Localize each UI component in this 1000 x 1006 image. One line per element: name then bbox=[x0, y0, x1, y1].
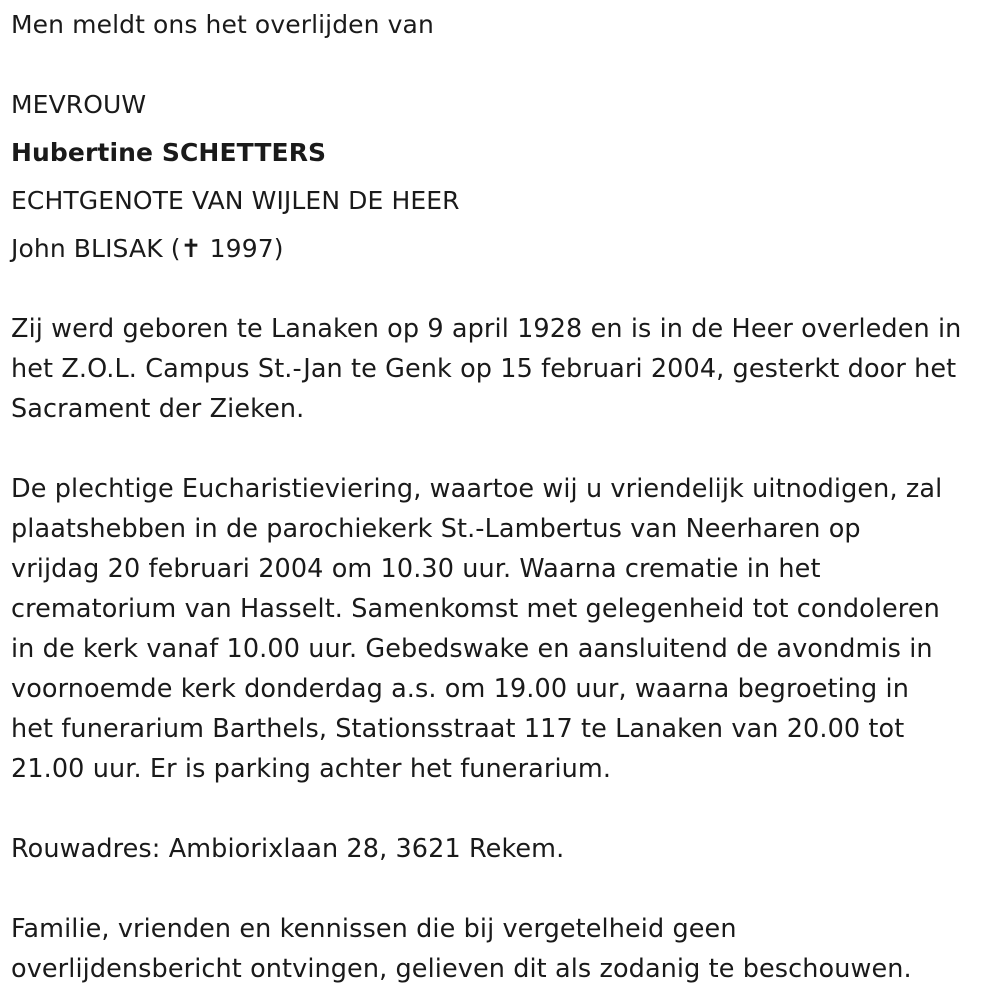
ceremony-line: crematorium van Hasselt. Samenkomst met gelegenheid tot condoleren bbox=[11, 594, 940, 624]
ceremony-line: het funerarium Barthels, Stationsstraat 117 te Lanaken van 20.00 tot bbox=[11, 714, 905, 744]
closing-line: overlijdensbericht ontvingen, gelieven dit als zodanig te beschouwen. bbox=[11, 954, 912, 984]
ceremony-line: voornoemde kerk donderdag a.s. om 19.00 uur, waarna begroeting in bbox=[11, 674, 909, 704]
ceremony-line: in de kerk vanaf 10.00 uur. Gebedswake en aansluitend de avondmis in bbox=[11, 634, 933, 664]
birth-death-line: Sacrament der Zieken. bbox=[11, 394, 305, 424]
deceased-name: Hubertine SCHETTERS bbox=[11, 138, 327, 167]
spouse-name: John BLISAK (✝ 1997) bbox=[11, 234, 284, 263]
deceased-relation: ECHTGENOTE VAN WIJLEN DE HEER bbox=[11, 186, 460, 215]
address-line: Rouwadres: Ambiorixlaan 28, 3621 Rekem. bbox=[11, 834, 565, 864]
ceremony-line: 21.00 uur. Er is parking achter het funerarium. bbox=[11, 754, 612, 784]
birth-death-line: Zij werd geboren te Lanaken op 9 april 1928 en is in de Heer overleden in bbox=[11, 314, 962, 344]
deceased-title: MEVROUW bbox=[11, 90, 147, 119]
intro-text: Men meldt ons het overlijden van bbox=[11, 10, 434, 39]
ceremony-line: plaatshebben in de parochiekerk St.-Lambertus van Neerharen op bbox=[11, 514, 861, 544]
ceremony-line: vrijdag 20 februari 2004 om 10.30 uur. Waarna crematie in het bbox=[11, 554, 821, 584]
birth-death-line: het Z.O.L. Campus St.-Jan te Genk op 15 februari 2004, gesterkt door het bbox=[11, 354, 957, 384]
closing-line: Familie, vrienden en kennissen die bij vergetelheid geen bbox=[11, 914, 737, 944]
ceremony-line: De plechtige Eucharistieviering, waartoe wij u vriendelijk uitnodigen, zal bbox=[11, 474, 943, 504]
